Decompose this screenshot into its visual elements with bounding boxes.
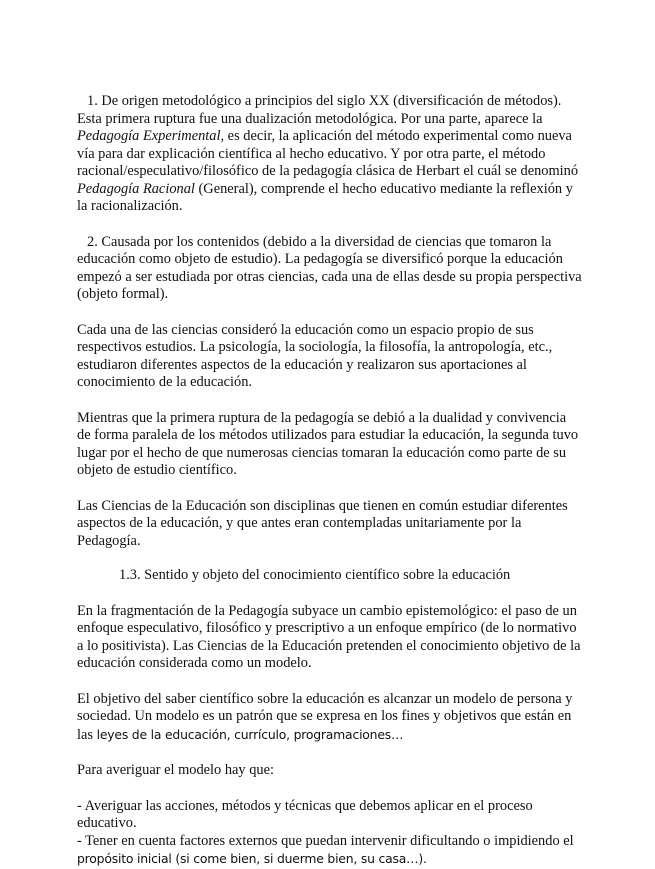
bullet-item-2-tail: propósito inicial (si come bien, si duerme bien, su casa…). — [77, 851, 427, 866]
numbered-item-1 — [77, 93, 582, 216]
bullet-item-2-text: - Tener en cuenta factores externos que puedan intervenir dificultando o impidiendo el — [77, 832, 574, 849]
document-page — [77, 93, 582, 869]
bullet-list — [77, 798, 582, 869]
item1-text-a: 1. De origen metodológico a principios del siglo XX (diversificación de métodos). Esta primera ruptura fue una dualización metodológica. Por una parte, aparece la — [77, 93, 562, 127]
item1-text-c: (General), comprende el hecho educativo mediante la reflexión y la racionalización. — [77, 180, 573, 214]
paragraph-averiguar: Para averiguar el modelo hay que: — [77, 762, 274, 778]
numbered-item-2: 2. Causada por los contenidos (debido a la diversidad de ciencias que tomaron la educación como objeto de estudio). La pedagogía se diversificó porque la educación empezó a ser estudiada por otras ciencias, cada una de ellas desde su propia perspectiva (objeto formal). — [77, 233, 582, 302]
item1-text-b: , es decir, la aplicación del método experimental como nueva vía para dar explicación científica al hecho educativo. Y por otra parte, el método racional/especulativo/filosófico de la pedagogía clásica de Herbart el cuál se denominó — [77, 128, 579, 179]
paragraph-objetivo — [77, 691, 582, 745]
section-heading: 1.3. Sentido y objeto del conocimiento científico sobre la educación — [119, 567, 511, 583]
bullet-item-1: - Averiguar las acciones, métodos y técnicas que debemos aplicar en el proceso educativo. — [77, 797, 533, 831]
item1-emphasis-racional: Pedagogía Racional — [77, 180, 195, 197]
paragraph-ciencias-educacion: Las Ciencias de la Educación son disciplinas que tienen en común estudiar diferentes aspectos de la educación, y que antes eran contempladas unitariamente por la Pedagogía. — [77, 497, 568, 549]
paragraph-objetivo-text: El objetivo del saber científico sobre la educación es alcanzar un modelo de persona y sociedad. Un modelo es un patrón que se expresa en los fines y objetivos que están en las — [77, 690, 573, 743]
paragraph-objetivo-tail: leyes de la educación, currículo, programaciones… — [96, 726, 404, 742]
paragraph-ciencias: Cada una de las ciencias consideró la educación como un espacio propio de sus respectivos estudios. La psicología, la sociología, la filosofía, la antropología, etc., estudiaron diferentes aspectos de la educación y realizaron sus aportaciones al conocimiento de la educación. — [77, 321, 553, 390]
item1-emphasis-experimental: Pedagogía Experimental — [77, 128, 221, 144]
paragraph-rupturas: Mientras que la primera ruptura de la pedagogía se debió a la dualidad y convivencia de forma paralela de los métodos utilizados para estudiar la educación, la segunda tuvo lugar por el hecho de que numerosas ciencias tomaran la educación como parte de su objeto de estudio científico. — [77, 409, 579, 478]
bullet-item-2 — [77, 833, 582, 869]
paragraph-fragmentacion: En la fragmentación de la Pedagogía subyace un cambio epistemológico: el paso de un enfoque especulativo, filosófico y prescriptivo a un enfoque empírico (de lo normativo a lo positivista). Las Ciencias de la Educación pretenden el conocimiento objetivo de la educación considerada como un modelo. — [77, 602, 581, 671]
